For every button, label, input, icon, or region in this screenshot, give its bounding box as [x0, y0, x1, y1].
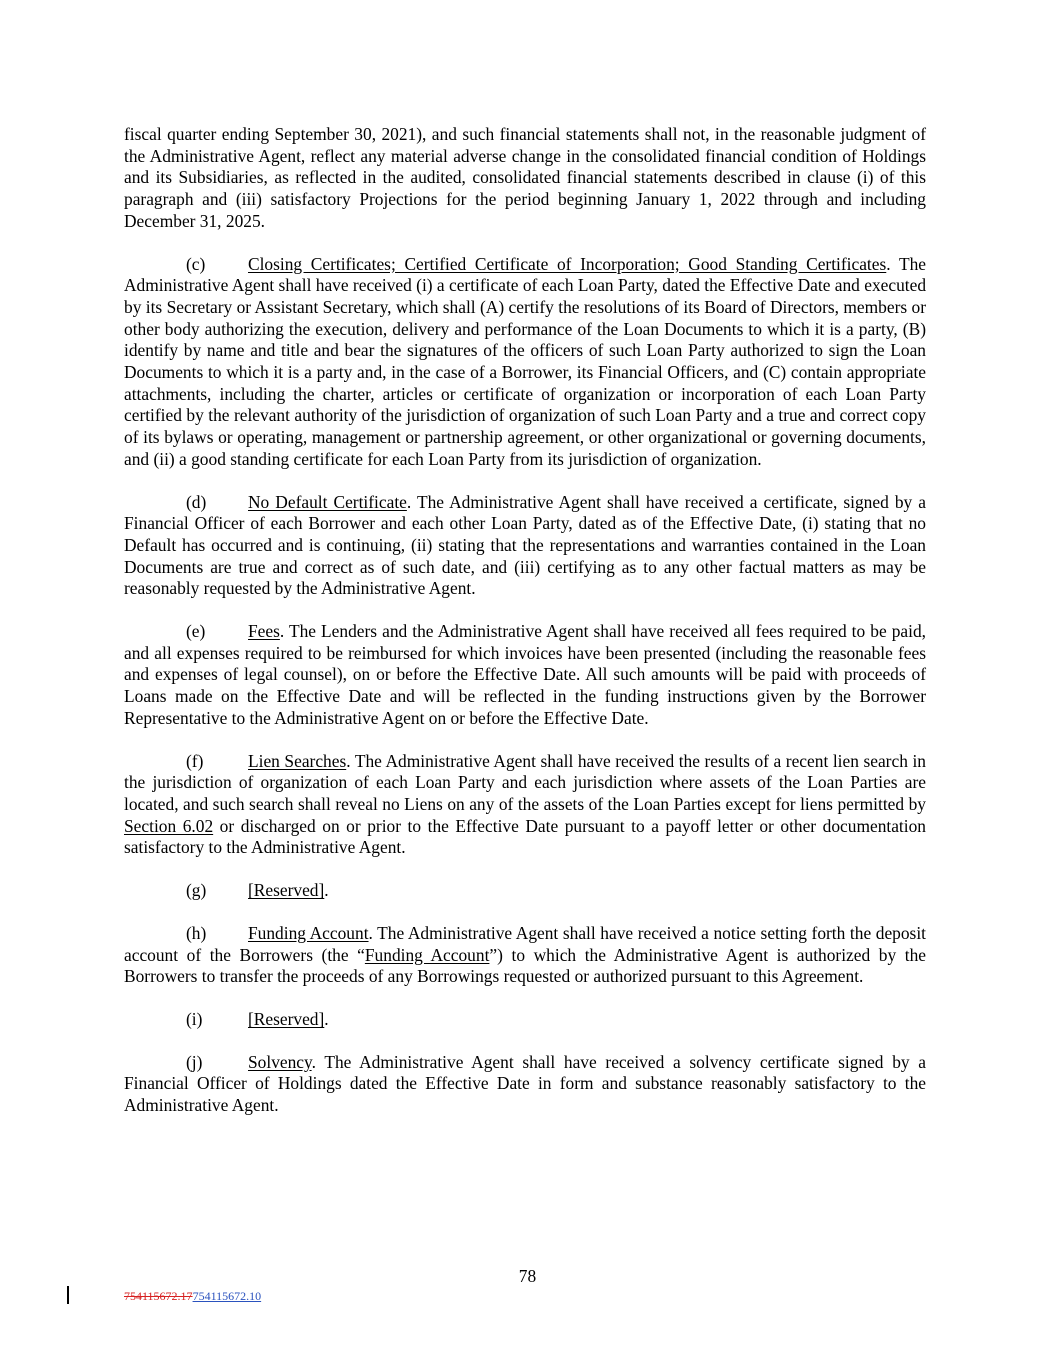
section-d-body: . The Administrative Agent shall have received a certificate, signed by a Financial Officer of each Borrower and each other Loan Party, dated as of the Effective Date, (i) stating that no Default has occurred and is continuing, (ii) stating that the representations and warranties contained in the Loan Documents are true and correct as of such date, and (iii) certifying as to any other factual matters as may be reasonably requested by the Administrative Agent. [124, 491, 926, 599]
page-number: 78 [518, 1266, 537, 1286]
section-i [124, 1009, 926, 1031]
section-j [124, 1052, 926, 1117]
section-f-body-after: or discharged on or prior to the Effective Date pursuant to a payoff letter or other documentation satisfactory to the Administrative Agent. [124, 815, 926, 858]
section-e-label: (e) [186, 621, 206, 642]
section-c-body: . The Administrative Agent shall have received (i) a certificate of each Loan Party, dated the Effective Date and executed by its Secretary or Assistant Secretary, which shall (A) certify the resolutions of its Board of Directors, members or other body authorizing the execution, delivery and performance of the Loan Documents to which it is a party, (B) identify by name and title and bear the signatures of the officers of such Loan Party authorized to sign the Loan Documents to which it is a party and, in the case of a Borrower, its Financial Officers, and (C) contain appropriate attachments, including the charter, articles or certificate of organization or incorporation of each Loan Party certified by the relevant authority of the jurisdiction of organization of such Loan Party and a true and correct copy of its bylaws or operating, management or partnership agreement, or other organizational or governing documents, and (ii) a good standing certificate for each Loan Party from its jurisdiction of organization. [124, 253, 927, 469]
section-f [124, 751, 926, 860]
section-i-title: [Reserved] [248, 1008, 325, 1029]
document-body [124, 124, 926, 1138]
section-e [124, 621, 926, 730]
section-f-body-before: . The Administrative Agent shall have received the results of a recent lien search in the jurisdiction of organization of each Loan Party and each jurisdiction where assets of the Loan Parties are located, and such search shall reveal no Liens on any of the assets of the Loan Parties except for liens permitted by [124, 750, 926, 814]
section-i-label: (i) [186, 1008, 203, 1029]
section-g [124, 880, 926, 902]
section-e-body: . The Lenders and the Administrative Agent shall have received all fees required to be paid, and all expenses required to be reimbursed for which invoices have been presented (including the reasonable fees and expenses of legal counsel), on or before the Effective Date. All such amounts will be paid with proceeds of Loans made on the Effective Date and will be reflected in the funding instructions given by the Borrower Representative to the Administrative Agent on or before the Effective Date. [124, 621, 926, 728]
section-h [124, 923, 926, 988]
section-6-02-reference: Section 6.02 [124, 815, 214, 836]
section-f-label: (f) [186, 750, 204, 771]
section-h-body-before: . The Administrative Agent shall have received a notice setting forth the deposit account of the Borrowers (the “ [124, 922, 926, 965]
section-c-title: Closing Certificates; Certified Certificate of Incorporation; Good Standing Certificates [248, 253, 887, 274]
section-g-title: [Reserved] [248, 880, 325, 901]
document-id-inserted: 754115672.10 [192, 1289, 262, 1303]
section-d-title: No Default Certificate [248, 491, 407, 512]
section-c-label: (c) [186, 253, 206, 274]
section-g-body: . [324, 880, 329, 901]
section-j-label: (j) [186, 1051, 203, 1072]
document-id [124, 1289, 261, 1304]
section-e-title: Fees [248, 621, 280, 642]
section-d [124, 492, 926, 601]
section-f-title: Lien Searches [248, 750, 347, 771]
section-h-label: (h) [186, 922, 207, 943]
section-j-body: . The Administrative Agent shall have received a solvency certificate signed by a Financial Officer of Holdings dated the Effective Date in form and substance reasonably satisfactory to the Administrative Agent. [124, 1051, 926, 1116]
change-bar [67, 1286, 69, 1304]
intro-paragraph: fiscal quarter ending September 30, 2021), and such financial statements shall not, in the reasonable judgment of the Administrative Agent, reflect any material adverse change in the consolidated financial condition of Holdings and its Subsidiaries, as reflected in the audited, consolidated financial statements described in clause (i) of this paragraph and (iii) satisfactory Projections for the period beginning January 1, 2022 through and including December 31, 2025. [124, 124, 926, 231]
funding-account-term: Funding Account [364, 944, 490, 965]
section-c [124, 254, 926, 471]
section-h-body-after: ”) to which the Administrative Agent is authorized by the Borrowers to transfer the proceeds of any Borrowings requested or authorized pursuant to this Agreement. [124, 944, 926, 987]
section-i-body: . [324, 1008, 329, 1029]
section-j-title: Solvency [248, 1051, 312, 1072]
section-h-title: Funding Account [248, 922, 369, 943]
section-d-label: (d) [186, 491, 207, 512]
section-g-label: (g) [186, 880, 207, 901]
document-id-deleted: 754115672.17 [124, 1289, 193, 1303]
